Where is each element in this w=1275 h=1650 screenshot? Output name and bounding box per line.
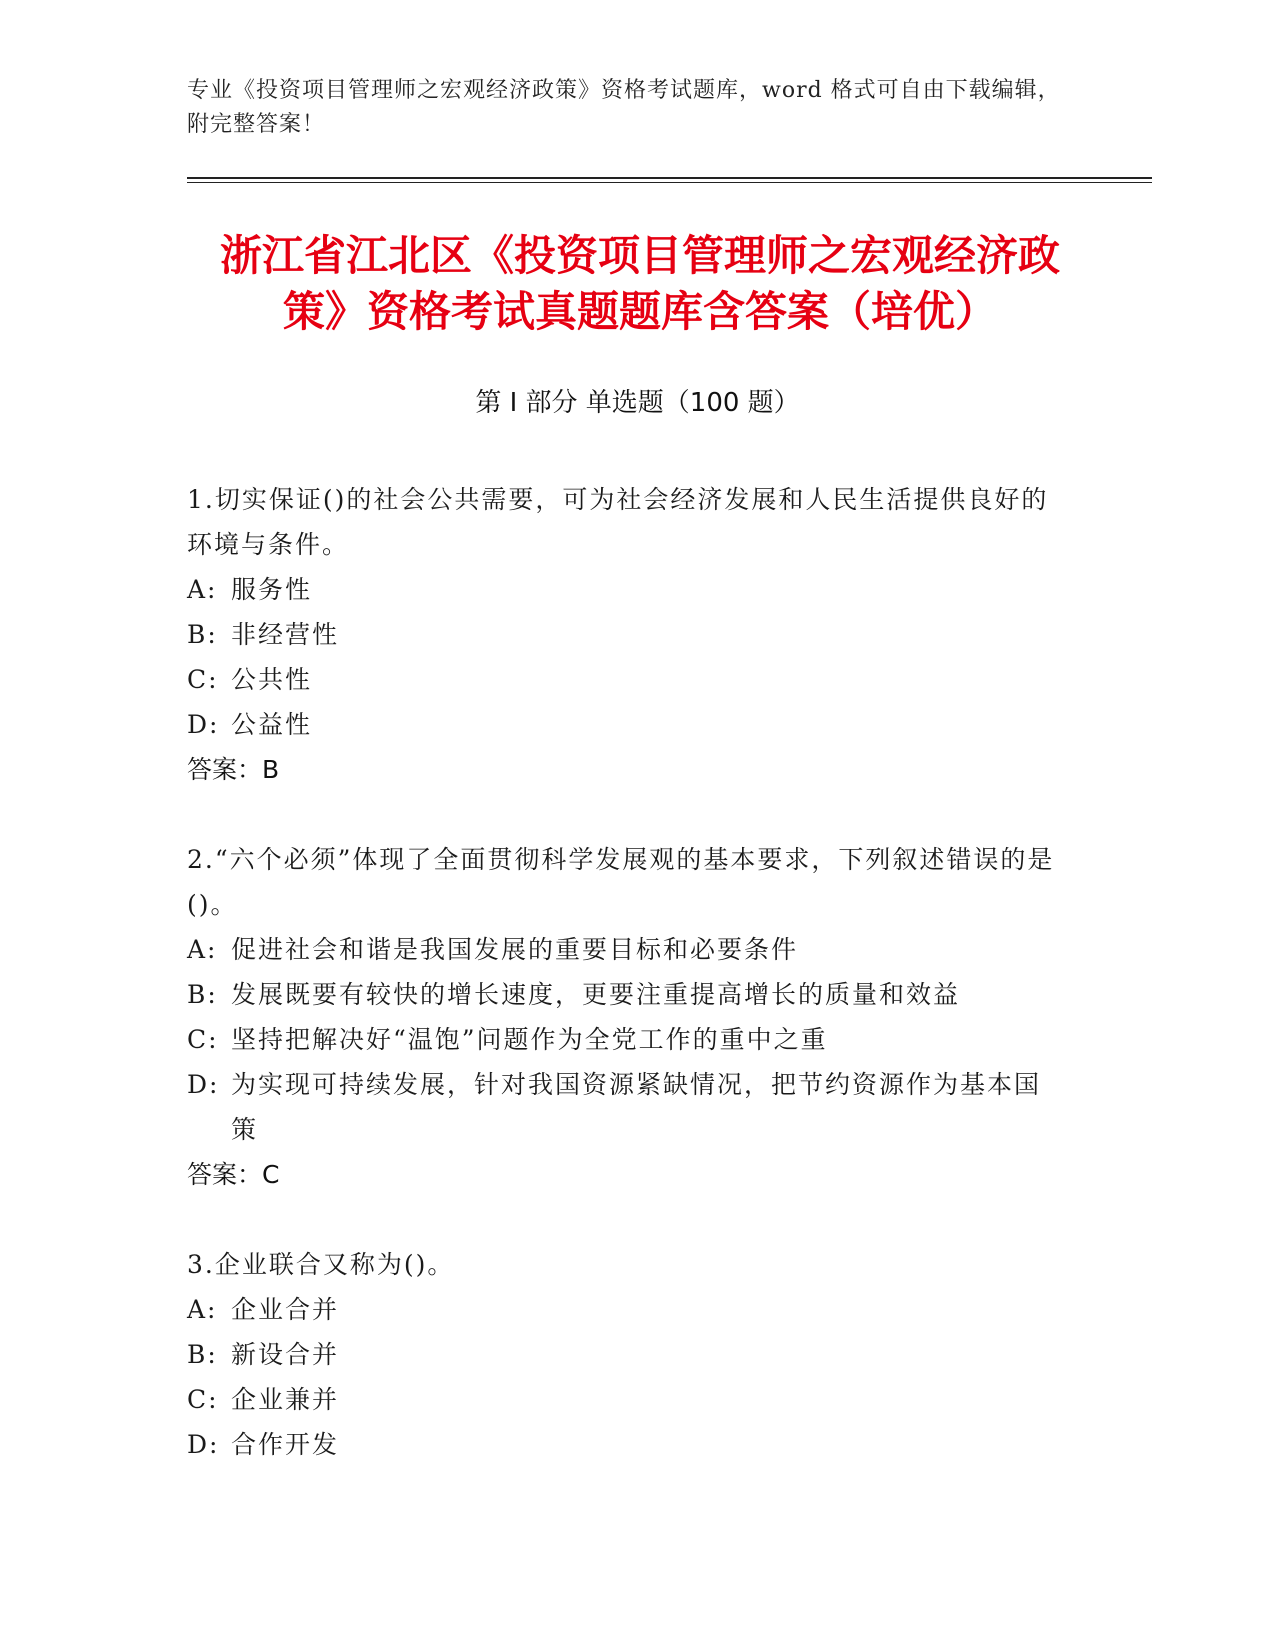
option-text: 为实现可持续发展，针对我国资源紧缺情况，把节约资源作为基本国策 [231,1070,1042,1144]
option-letter: A: [187,575,218,604]
option-letter: A: [187,1295,218,1324]
header-note: 专业《投资项目管理师之宏观经济政策》资格考试题库，word 格式可自由下载编辑，附完整答案！ [187,78,1061,137]
option-text: 公益性 [231,710,313,739]
option-c [187,1017,1067,1062]
section-heading: 第 I 部分 单选题（100 题） [475,388,800,418]
answer-line: 答案：B [187,755,280,784]
option-c [187,657,1067,702]
question-2 [187,837,1067,1197]
option-a [187,567,1067,612]
question-stem: 2.“六个必须”体现了全面贯彻科学发展观的基本要求，下列叙述错误的是()。 [187,845,1055,919]
option-letter: B: [187,1340,218,1369]
option-a [187,1287,1067,1332]
option-d [187,1062,1067,1152]
header-rule-thin [187,182,1152,183]
option-text: 合作开发 [231,1430,340,1459]
option-text: 促进社会和谐是我国发展的重要目标和必要条件 [231,935,799,964]
option-text: 新设合并 [231,1340,340,1369]
option-text: 公共性 [231,665,313,694]
question-list [187,477,1067,1512]
option-letter: C: [187,665,219,694]
option-text: 服务性 [231,575,313,604]
option-a [187,927,1067,972]
option-letter: B: [187,980,218,1009]
option-letter: D: [187,1430,220,1459]
option-text: 发展既要有较快的增长速度，更要注重提高增长的质量和效益 [231,980,961,1009]
option-letter: C: [187,1385,219,1414]
question-3 [187,1242,1067,1467]
option-b [187,972,1067,1017]
option-letter: B: [187,620,218,649]
option-b [187,1332,1067,1377]
option-letter: D: [187,710,220,739]
document-title: 浙江省江北区《投资项目管理师之宏观经济政策》资格考试真题题库含答案（培优） [219,231,1060,336]
question-1 [187,477,1067,792]
option-letter: C: [187,1025,219,1054]
option-letter: D: [187,1070,220,1099]
option-d [187,702,1067,747]
answer-line: 答案：C [187,1160,280,1189]
option-c [187,1377,1067,1422]
question-stem: 3.企业联合又称为()。 [187,1250,455,1279]
header-rule-thick [187,177,1152,179]
option-d [187,1422,1067,1467]
question-stem: 1.切实保证()的社会公共需要，可为社会经济发展和人民生活提供良好的环境与条件。 [187,485,1049,559]
option-text: 坚持把解决好“温饱”问题作为全党工作的重中之重 [231,1025,828,1054]
option-text: 企业兼并 [231,1385,340,1414]
option-text: 非经营性 [231,620,340,649]
option-b [187,612,1067,657]
option-letter: A: [187,935,218,964]
option-text: 企业合并 [231,1295,340,1324]
